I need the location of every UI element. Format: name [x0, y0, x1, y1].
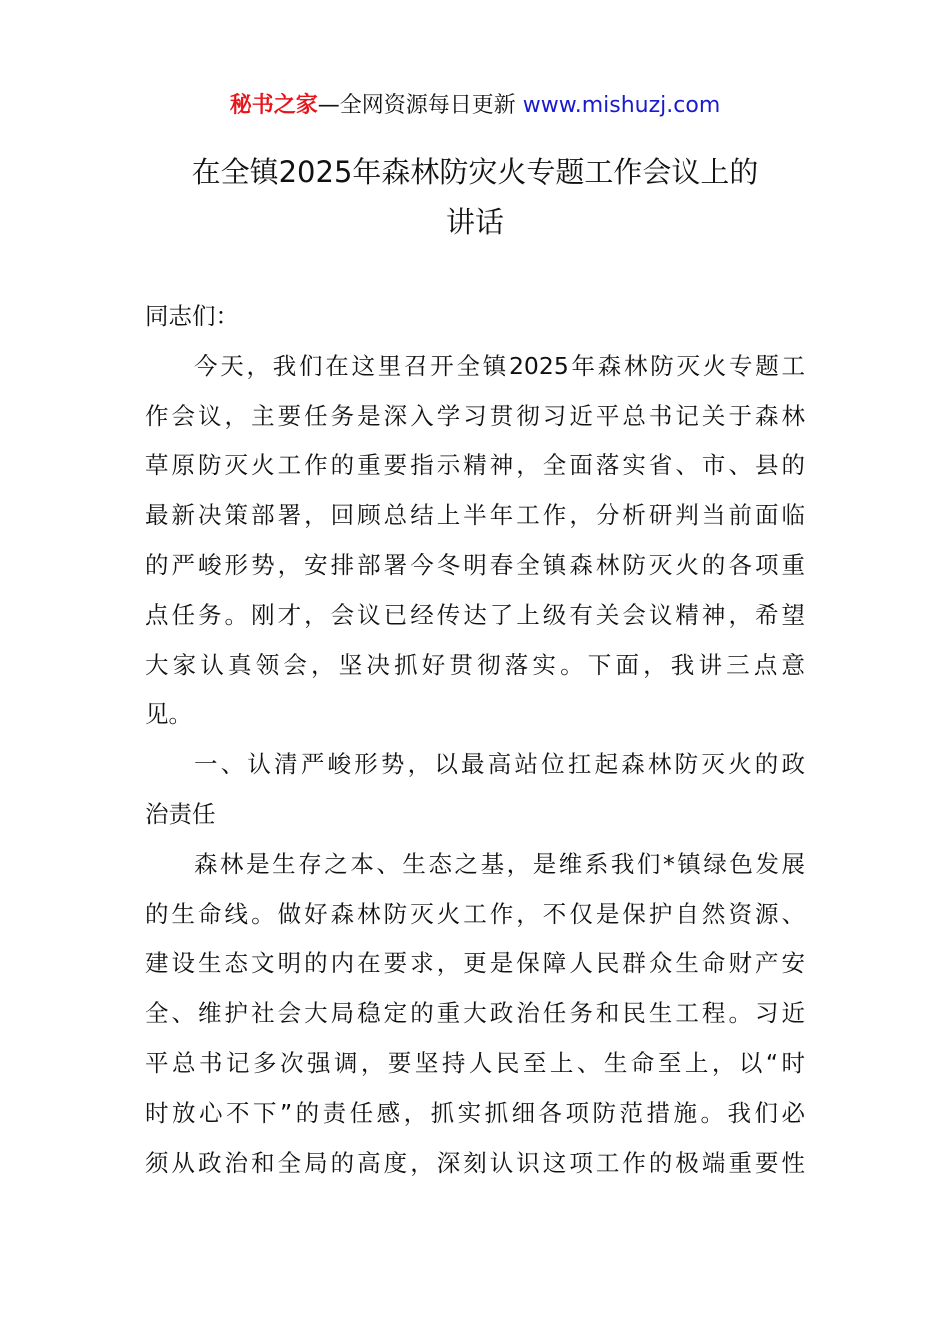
paragraph-line: 全、维护社会大局稳定的重大政治任务和民生工程。习近 — [145, 999, 805, 1028]
paragraph-line: 的严峻形势，安排部署今冬明春全镇森林防灭火的各项重 — [145, 550, 805, 579]
paragraph-line: 建设生态文明的内在要求，更是保障人民群众生命财产安 — [145, 949, 805, 978]
paragraph-line: 森林是生存之本、生态之基，是维系我们*镇绿色发展 — [194, 849, 805, 878]
paragraph-line: 作会议，主要任务是深入学习贯彻习近平总书记关于森林 — [145, 401, 805, 430]
paragraph-line: 最新决策部署，回顾总结上半年工作，分析研判当前面临 — [145, 501, 805, 530]
paragraph-line: 的生命线。做好森林防灭火工作，不仅是保护自然资源、 — [145, 899, 805, 928]
brand-name: 秘书之家 — [229, 93, 318, 118]
paragraph-line: 草原防灭火工作的重要指示精神，全面落实省、市、县的 — [145, 451, 805, 480]
paragraph-line: 时放心不下”的责任感，抓实抓细各项防范措施。我们必 — [145, 1098, 805, 1127]
title-line: 讲话 — [445, 205, 504, 239]
tagline: —全网资源每日更新 — [317, 93, 523, 118]
salutation: 同志们： — [145, 302, 239, 330]
document-title — [140, 147, 810, 247]
watermark-header — [0, 88, 950, 119]
site-link[interactable]: www.mishuzj.com — [522, 93, 721, 118]
section-heading: 一、认清严峻形势，以最高站位扛起森林防灭火的政 — [194, 750, 805, 779]
paragraph-line: 平总书记多次强调，要坚持人民至上、生命至上，以“时 — [145, 1048, 805, 1077]
section-heading: 治责任 — [145, 799, 216, 828]
document-body — [145, 292, 805, 1188]
paragraph-line: 点任务。刚才，会议已经传达了上级有关会议精神，希望 — [145, 600, 805, 629]
paragraph-line: 须从政治和全局的高度，深刻认识这项工作的极端重要性 — [145, 1148, 805, 1177]
title-line: 在全镇2025年森林防灾火专题工作会议上的 — [191, 155, 759, 189]
paragraph-line: 见。 — [145, 700, 192, 729]
paragraph-line: 大家认真领会，坚决抓好贯彻落实。下面，我讲三点意 — [145, 650, 805, 679]
paragraph-line: 今天，我们在这里召开全镇2025年森林防灭火专题工 — [194, 351, 805, 380]
